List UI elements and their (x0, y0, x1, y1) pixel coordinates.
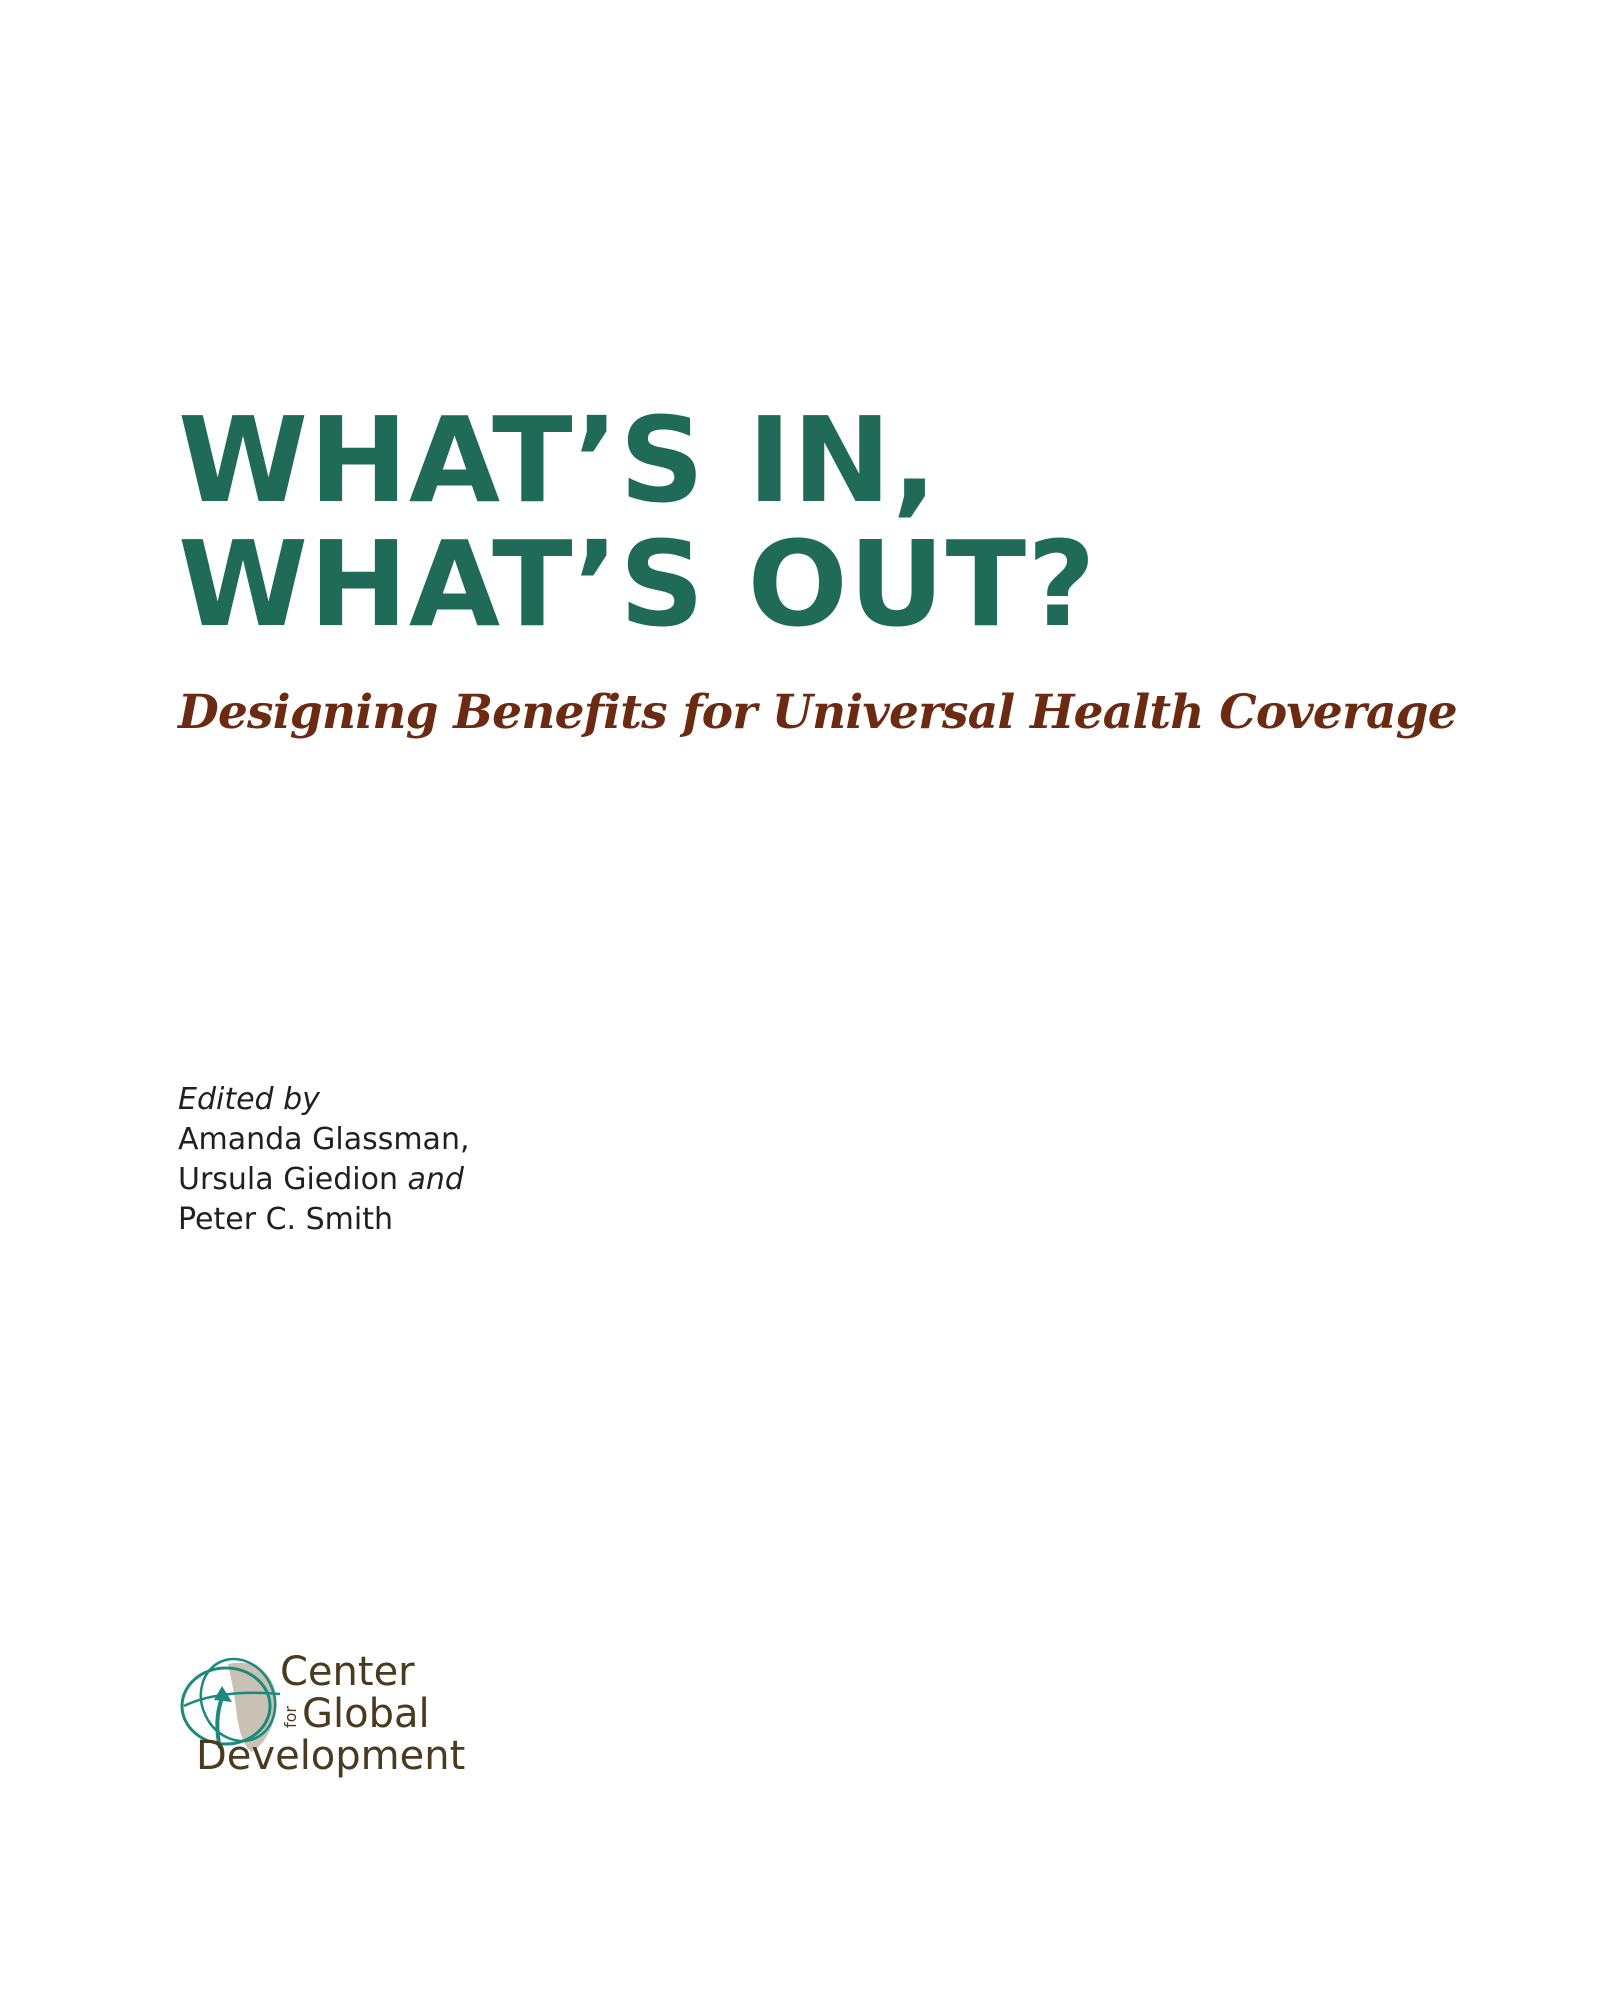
title-line-2: WHAT’S OUT? (178, 515, 1097, 653)
edited-by-label: Edited by (178, 1082, 320, 1117)
book-subtitle: Designing Benefits for Universal Health Coverage (178, 685, 1457, 740)
logo-word-for: for (281, 1706, 300, 1728)
editor-amanda-glassman: Amanda Glassman, (178, 1122, 470, 1157)
editor-peter-smith: Peter C. Smith (178, 1202, 393, 1237)
title-line-1: WHAT’S IN, (178, 391, 938, 529)
cgd-logo (176, 1650, 516, 1800)
logo-word-center: Center (280, 1649, 415, 1695)
book-title (178, 391, 1097, 653)
logo-word-development: Development (196, 1733, 466, 1779)
editors-block (178, 1080, 470, 1240)
conjunction-and: and (407, 1162, 464, 1197)
editor-ursula-giedion-line (178, 1160, 470, 1200)
logo-word-global: Global (302, 1691, 430, 1737)
editor-ursula-giedion: Ursula Giedion (178, 1162, 398, 1197)
